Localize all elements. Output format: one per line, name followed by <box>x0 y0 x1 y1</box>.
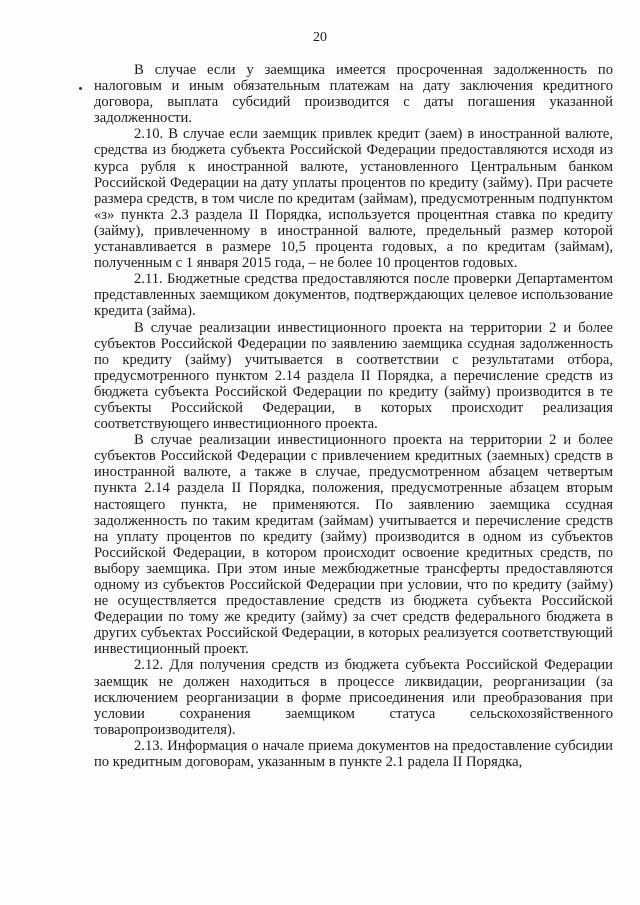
paragraph-overdue-debt: В случае если у заемщика имеется просроченная задолженность по налоговым и иным обязательным платежам на дату заключения кредитного договора, выплата субсидий производится с даты погашения указанной задолженности. <box>94 62 613 127</box>
page-number: 20 <box>313 30 327 45</box>
document-body <box>94 62 613 770</box>
paragraph-2-11: 2.11. Бюджетные средства предоставляются после проверки Департаментом представленных заемщиком документов, подтверждающих целевое использование кредита (займа). <box>94 271 613 320</box>
scan-mark <box>79 87 82 90</box>
paragraph-2-12: 2.12. Для получения средств из бюджета субъекта Российской Федерации заемщик не должен находиться в процессе ликвидации, реорганизации (за исключением реорганизации в форме присоединения или преобразования при условии сохранения заемщиком статуса сельскохозяйственного товаропроизводителя). <box>94 657 613 738</box>
paragraph-2-10: 2.10. В случае если заемщик привлек кредит (заем) в иностранной валюте, средства из бюджета субъекта Российской Федерации предоставляются исходя из курса рубля к иностранной валюте, установленного Центральным банком Российской Федерации на дату уплаты процентов по кредиту (займу). При расчете размера средств, в том числе по кредитам (займам), предусмотренным подпунктом «з» пункта 2.3 раздела II Порядка, используется процентная ставка по кредиту (займу), привлеченному в иностранной валюте, предельный размер которой устанавливается в размере 10,5 процента годовых, а по кредитам (займам), полученным с 1 января 2015 года, – не более 10 процентов годовых. <box>94 126 613 272</box>
paragraph-2-13: 2.13. Информация о начале приема документов на предоставление субсидии по кредитным договорам, указанным в пункте 2.1 радела II Порядка, <box>94 737 613 771</box>
paragraph-multi-region-project: В случае реализации инвестиционного проекта на территории 2 и более субъектов Российской Федерации по заявлению заемщика ссудная задолженность по кредиту (займу) учитывается в соответствии с результатами отбора, предусмотренного пунктом 2.14 раздела II Порядка, а перечисление средств из бюджета субъекта Российской Федерации по кредиту (займу) производится в те субъекты Российской Федерации, в которых происходит реализация соответствующего инвестиционного проекта. <box>94 319 613 433</box>
paragraph-foreign-currency-project: В случае реализации инвестиционного проекта на территории 2 и более субъектов Российской Федерации с привлечением кредитных (заемных) средств в иностранной валюте, а также в случае, предусмотренном абзацем четвертым пункта 2.14 раздела II Порядка, положения, предусмотренные абзацем вторым настоящего пункта, не применяются. По заявлению заемщика ссудная задолженность по таким кредитам (займам) учитывается и перечисление средств на уплату процентов по кредиту (займу) производится в одном из субъектов Российской Федерации, в котором происходит освоение кредитных средств, по выбору заемщика. При этом иные межбюджетные трансферты предоставляются одному из субъектов Российской Федерации при условии, что по кредиту (займу) не осуществляется предоставление средств из бюджета субъекта Российской Федерации по тому же кредиту (займу) за счет средств федерального бюджета в других субъектах Российской Федерации, в которых реализуется соответствующий инвестиционный проект. <box>94 432 613 658</box>
